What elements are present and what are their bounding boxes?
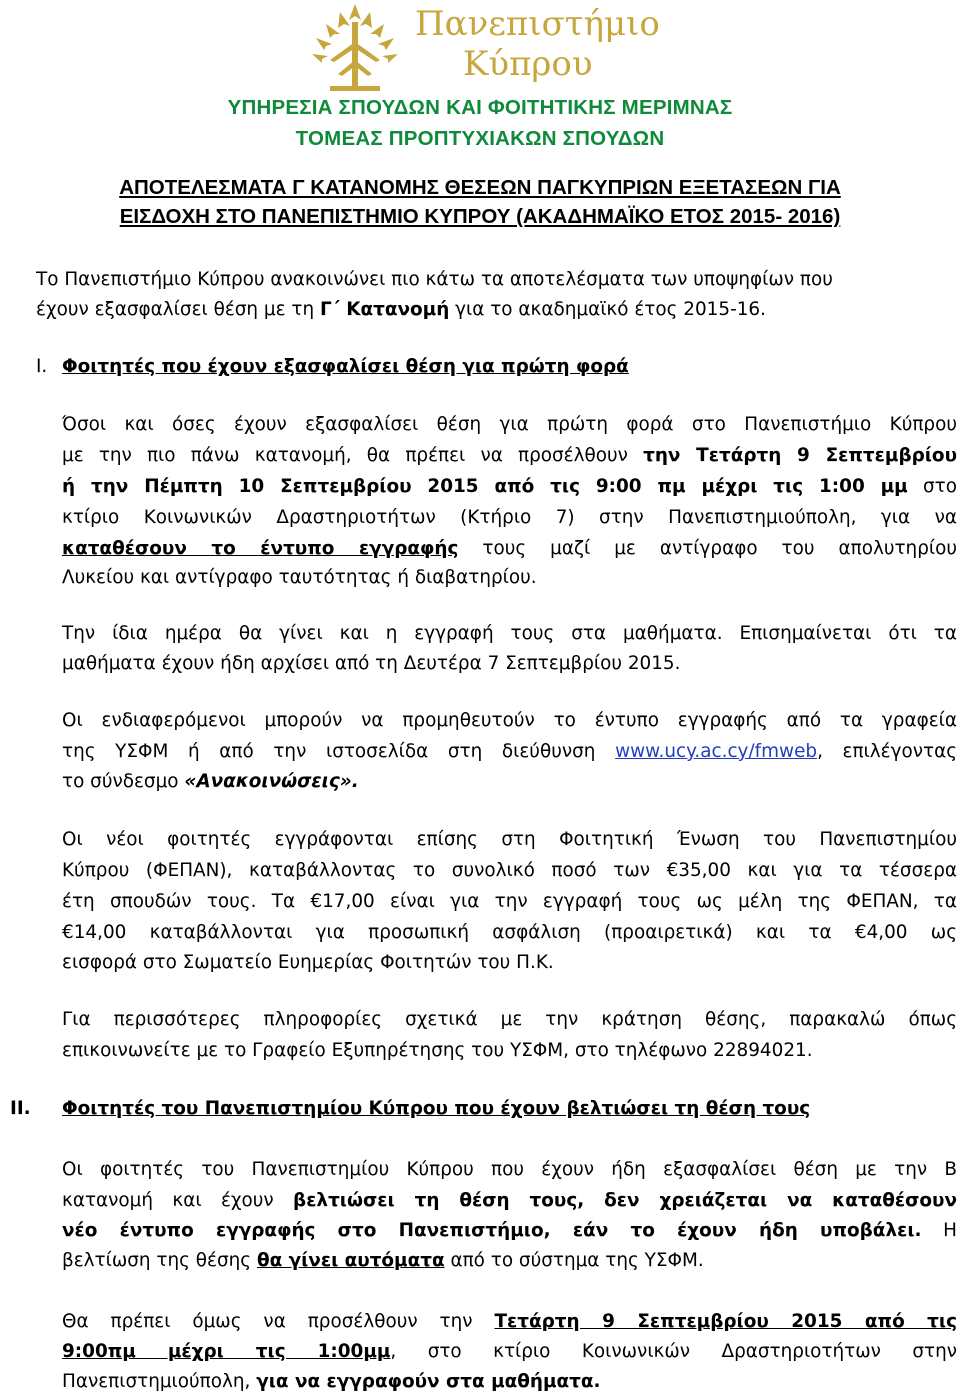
date-text: ή την Πέμπτη 10 Σεπτεμβρίου 2015 από τις 9:00 πμ μέχρι τις 1:00 μμ: [62, 476, 908, 497]
intro-text: Το Πανεπιστήμιο Κύπρου ανακοινώνει πιο κάτω τα αποτελέσματα των υποψηφίων που: [36, 269, 833, 290]
s1-p3-line-1: [62, 709, 957, 733]
text: το σύνδεσμο: [62, 771, 185, 792]
date-text: 9:00πμ μέχρι τις 1:00μμ: [62, 1341, 391, 1362]
service-heading: ΥΠΗΡΕΣΙΑ ΣΠΟΥΔΩΝ ΚΑΙ ΦΟΙΤΗΤΙΚΗΣ ΜΕΡΙΜΝΑΣ: [227, 96, 733, 119]
university-logo: [300, 2, 660, 94]
s2-p2-line-1: [62, 1310, 957, 1334]
text: Οι φοιτητές του Πανεπιστημίου Κύπρου που έχουν ήδη εξασφαλίσει θέση με την Β: [62, 1159, 957, 1180]
s1-p3-line-2: [62, 740, 957, 764]
intro-text: για το ακαδημαϊκό έτος 2015-16.: [449, 299, 766, 320]
text: Θα πρέπει όμως να προσέλθουν την: [62, 1311, 495, 1332]
s1-p5-line-2: [62, 1039, 813, 1063]
s1-p4-line-1: [62, 828, 957, 852]
s1-p4-line-3: [62, 890, 957, 914]
date-text: Τετάρτη 9 Σεπτεμβρίου 2015 από τις: [494, 1311, 957, 1332]
text: Πανεπιστημιούπολη,: [62, 1371, 257, 1392]
text: εισφορά στο Σωματείο Ευημερίας Φοιτητών του Π.Κ.: [62, 952, 554, 973]
logo-line-2: Κύπρου: [463, 44, 593, 84]
text: μαθήματα έχουν ήδη αρχίσει από τη Δευτέρα 7 Σεπτεμβρίου 2015.: [62, 653, 681, 674]
text: στο: [907, 476, 957, 497]
s2-p2-line-3: [62, 1370, 601, 1394]
announcements-text: «Ανακοινώσεις».: [184, 771, 359, 792]
s1-p3-line-3: [62, 770, 359, 794]
sector-heading: ΤΟΜΕΑΣ ΠΡΟΠΤΥΧΙΑΚΩΝ ΣΠΟΥΔΩΝ: [295, 127, 665, 150]
s2-p1-line-3: [62, 1219, 957, 1243]
s1-p2-line-2: [62, 652, 680, 676]
s1-p1-line-5: [62, 537, 957, 561]
s1-p4-line-5: [62, 951, 554, 975]
date-text: την Τετάρτη 9 Σεπτεμβρίου: [643, 445, 957, 466]
section-2-title: Φοιτητές του Πανεπιστημίου Κύπρου που έχουν βελτιώσει τη θέση τους: [62, 1098, 811, 1119]
section-1-number: Ι.: [36, 356, 48, 377]
s1-p2-line-1: [62, 622, 957, 646]
document-title-line-1: ΑΠΟΤΕΛΕΣΜΑΤΑ Γ ΚΑΤΑΝΟΜΗΣ ΘΕΣΕΩΝ ΠΑΓΚΥΠΡΙΩΝ ΕΞΕΤΑΣΕΩΝ ΓΙΑ: [119, 176, 841, 199]
logo-wordmark: [415, 4, 660, 84]
text: επικοινωνείτε με το Γραφείο Εξυπηρέτησης του ΥΣΦΜ, στο τηλέφωνο 22894021.: [62, 1040, 813, 1061]
text: Την ίδια ημέρα θα γίνει και η εγγραφή τους στα μαθήματα. Επισημαίνεται ότι τα: [62, 623, 957, 644]
text: Κύπρου (ΦΕΠΑΝ), καταβάλλοντας το συνολικό ποσό των €35,00 και για τα τέσσερα: [62, 860, 957, 881]
text: με την πιο πάνω κατανομή, θα πρέπει να προσέλθουν: [62, 445, 644, 466]
text: Όσοι και όσες έχουν εξασφαλίσει θέση για πρώτη φορά στο Πανεπιστήμιο Κύπρου: [62, 414, 957, 435]
s2-p1-line-4: [62, 1249, 704, 1273]
text: της ΥΣΦΜ ή από την ιστοσελίδα στη διεύθυνση: [62, 741, 616, 762]
text: €14,00 καταβάλλονται για προσωπική ασφάλιση (προαιρετικά) και τα €4,00 ως: [62, 922, 957, 943]
text: έτη σπουδών τους. Τα €17,00 είναι για την εγγραφή τους ως μέλη της ΦΕΠΑΝ, τα: [62, 891, 957, 912]
text: , επιλέγοντας: [817, 741, 957, 762]
s2-p2-line-2: [62, 1340, 957, 1364]
fmweb-link[interactable]: www.ucy.ac.cy/fmweb: [615, 741, 818, 762]
emphasis-text: θα γίνει αυτόματα: [256, 1250, 445, 1271]
s2-p1-line-1: [62, 1158, 957, 1182]
ucy-tree-logo-icon: [300, 2, 410, 94]
s1-p1-line-6: [62, 566, 537, 590]
s1-p1-line-3: [62, 475, 957, 499]
emphasis-text: νέο έντυπο εγγραφής στο Πανεπιστήμιο, εάν το έχουν ήδη υποβάλει.: [62, 1220, 922, 1241]
emphasis-text: καταθέσουν το έντυπο εγγραφής: [62, 538, 459, 559]
s1-p5-line-1: [62, 1008, 957, 1032]
text: βελτίωση της θέσης: [62, 1250, 257, 1271]
s1-p4-line-4: [62, 921, 957, 945]
section-1-title: Φοιτητές που έχουν εξασφαλίσει θέση για πρώτη φορά: [62, 356, 629, 377]
logo-line-1: Πανεπιστήμιο: [415, 4, 660, 44]
document-title-line-2: ΕΙΣΔΟΧΗ ΣΤΟ ΠΑΝΕΠΙΣΤΗΜΙΟ ΚΥΠΡΟΥ (ΑΚΑΔΗΜΑΪΚΟ ΕΤΟΣ 2015- 2016): [119, 205, 841, 228]
text: Για περισσότερες πληροφορίες σχετικά με την κράτηση θέσης, παρακαλώ όπως: [62, 1009, 957, 1030]
s1-p4-line-2: [62, 859, 957, 883]
intro-line-2: [36, 298, 956, 322]
text: Οι ενδιαφερόμενοι μπορούν να προμηθευτούν το έντυπο εγγραφής από τα γραφεία: [62, 710, 957, 731]
text: τους μαζί με αντίγραφο του απολυτηρίου: [458, 538, 957, 559]
text: από το σύστημα της ΥΣΦΜ.: [444, 1250, 704, 1271]
s1-p1-line-2: [62, 444, 957, 468]
s1-p1-line-4: [62, 506, 957, 530]
text: κτίριο Κοινωνικών Δραστηριοτήτων (Κτήριο 7) στην Πανεπιστημιούπολη, για να: [62, 507, 957, 528]
s2-p1-line-2: [62, 1189, 957, 1213]
text: Η: [921, 1220, 957, 1241]
intro-text: έχουν εξασφαλίσει θέση με τη: [36, 299, 320, 320]
text: Λυκείου και αντίγραφο ταυτότητας ή διαβατηρίου.: [62, 567, 537, 588]
emphasis-text: για να εγγραφούν στα μαθήματα.: [256, 1371, 601, 1392]
intro-line-1: [36, 268, 956, 292]
emphasis-text: βελτιώσει τη θέση τους, δεν χρειάζεται να καταθέσουν: [293, 1190, 957, 1211]
section-2-number: ΙΙ.: [10, 1098, 31, 1119]
text: κατανομή και έχουν: [62, 1190, 294, 1211]
allocation-name: Γ΄ Κατανομή: [320, 299, 450, 320]
text: Οι νέοι φοιτητές εγγράφονται επίσης στη Φοιτητική Ένωση του Πανεπιστημίου: [62, 829, 957, 850]
s1-p1-line-1: [62, 413, 957, 437]
text: , στο κτίριο Κοινωνικών Δραστηριοτήτων στην: [390, 1341, 957, 1362]
